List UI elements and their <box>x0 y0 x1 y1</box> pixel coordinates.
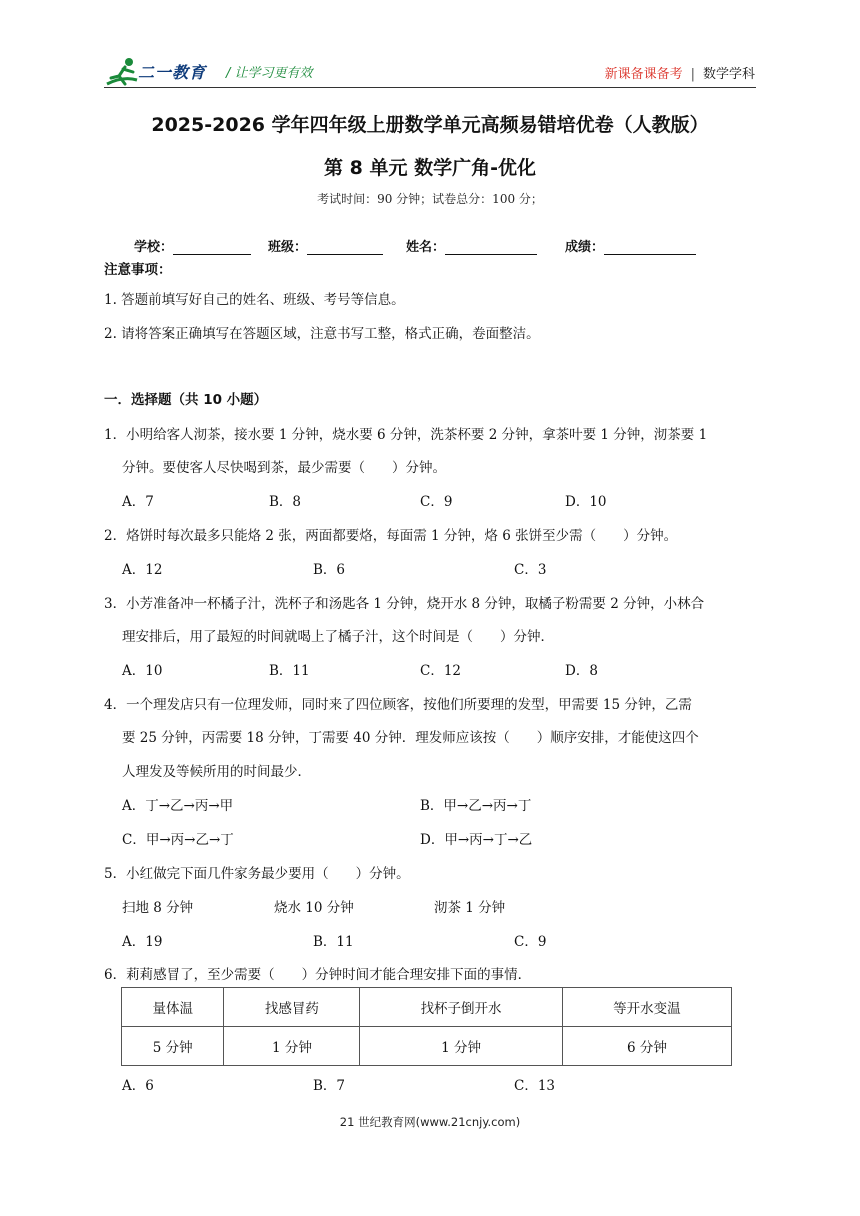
class-field <box>268 236 383 255</box>
option-d[interactable]: D．甲→丙→丁→乙 <box>420 832 533 848</box>
option-a[interactable]: A．6 <box>122 1078 154 1094</box>
option-a[interactable]: A．19 <box>122 934 163 950</box>
school-field <box>134 236 251 255</box>
option-b[interactable]: B．11 <box>269 663 310 679</box>
question-3-line: 理安排后，用了最短的时间就喝上了橘子汁，这个时间是（ ）分钟． <box>122 629 554 645</box>
option-b[interactable]: B．8 <box>269 494 302 510</box>
option-c[interactable]: C．甲→丙→乙→丁 <box>122 832 234 848</box>
tag-right: 数学学科 <box>702 67 755 82</box>
table-row <box>122 1027 732 1066</box>
slogan: / 让学习更有效 <box>226 66 313 81</box>
page-footer: 21 世纪教育网(www.21cnjy.com) <box>339 1115 521 1129</box>
question-2-line: 2．烙饼时每次最多只能烙 2 张，两面都要烙，每面需 1 分钟，烙 6 张饼至少需（ ）分钟。 <box>104 528 678 544</box>
table-row <box>122 988 732 1027</box>
name-blank[interactable] <box>445 240 537 255</box>
question-4-line: 要 25 分钟，丙需要 18 分钟，丁需要 40 分钟．理发师应该按（ ）顺序安排，才能使这四个 <box>122 730 699 746</box>
page-title: 2025-2026 学年四年级上册数学单元高频易错培优卷（人教版） <box>151 114 709 136</box>
option-a[interactable]: A．丁→乙→丙→甲 <box>122 798 234 814</box>
task-item: 沏茶 1 分钟 <box>434 900 506 916</box>
subject-tag <box>605 63 755 82</box>
question-6-line: 6．莉莉感冒了，至少需要（ ）分钟时间才能合理安排下面的事情． <box>104 967 532 983</box>
question-5-line: 5．小红做完下面几件家务最少要用（ ）分钟。 <box>104 866 410 882</box>
section-heading: 一．选择题（共 10 小题） <box>104 392 268 408</box>
class-label: 班级： <box>268 240 308 255</box>
question-1-line: 1．小明给客人沏茶，接水要 1 分钟，烧水要 6 分钟，洗茶杯要 2 分钟，拿茶叶要 1 分钟，沏茶要 1 <box>104 427 708 443</box>
header-divider <box>104 87 756 88</box>
notes-heading: 注意事项： <box>104 262 172 278</box>
option-c[interactable]: C．9 <box>514 934 547 950</box>
option-b[interactable]: B．6 <box>313 562 346 578</box>
table-header-cell: 等开水变温 <box>562 988 731 1027</box>
option-c[interactable]: C．9 <box>420 494 453 510</box>
logo-text: 二一教育 <box>138 63 207 82</box>
table-header-cell: 找杯子倒开水 <box>360 988 563 1027</box>
task-item: 扫地 8 分钟 <box>122 900 194 916</box>
table-cell: 5 分钟 <box>122 1027 224 1066</box>
option-c[interactable]: C．13 <box>514 1078 556 1094</box>
task-item: 烧水 10 分钟 <box>274 900 354 916</box>
option-d[interactable]: D．10 <box>565 494 607 510</box>
page-subtitle: 第 8 单元 数学广角-优化 <box>324 157 536 179</box>
note-item: 1. 答题前填写好自己的姓名、班级、考号等信息。 <box>104 292 405 308</box>
question-4-line: 人理发及等候所用的时间最少． <box>122 764 311 780</box>
table-cell: 6 分钟 <box>562 1027 731 1066</box>
option-c[interactable]: C．3 <box>514 562 547 578</box>
question-4-line: 4．一个理发店只有一位理发师，同时来了四位顾客，按他们所要理的发型，甲需要 15 分钟，乙需 <box>104 697 692 713</box>
question-1-line: 分钟。要使客人尽快喝到茶，最少需要（ ）分钟。 <box>122 460 446 476</box>
option-c[interactable]: C．12 <box>420 663 462 679</box>
tag-separator: | <box>690 67 695 82</box>
school-label: 学校： <box>134 240 174 255</box>
table-header-cell: 找感冒药 <box>224 988 360 1027</box>
option-a[interactable]: A．7 <box>122 494 154 510</box>
question-3-line: 3．小芳准备冲一杯橘子汁，洗杯子和汤匙各 1 分钟，烧开水 8 分钟，取橘子粉需要 2 分钟，小林合 <box>104 596 705 612</box>
score-label: 成绩： <box>565 240 605 255</box>
exam-info: 考试时间：90 分钟；试卷总分：100 分； <box>317 192 543 206</box>
name-field <box>406 236 537 255</box>
time-table <box>121 987 732 1066</box>
option-b[interactable]: B．11 <box>313 934 354 950</box>
school-blank[interactable] <box>173 240 251 255</box>
option-a[interactable]: A．12 <box>122 562 163 578</box>
option-d[interactable]: D．8 <box>565 663 598 679</box>
score-field <box>565 236 696 255</box>
note-item: 2. 请将答案正确填写在答题区域，注意书写工整，格式正确，卷面整洁。 <box>104 326 540 342</box>
option-b[interactable]: B．甲→乙→丙→丁 <box>420 798 532 814</box>
table-header-cell: 量体温 <box>122 988 224 1027</box>
class-blank[interactable] <box>307 240 383 255</box>
table-cell: 1 分钟 <box>360 1027 563 1066</box>
table-cell: 1 分钟 <box>224 1027 360 1066</box>
tag-left: 新课备课备考 <box>604 67 683 82</box>
score-blank[interactable] <box>604 240 696 255</box>
name-label: 姓名： <box>406 240 446 255</box>
option-a[interactable]: A．10 <box>122 663 163 679</box>
option-b[interactable]: B．7 <box>313 1078 346 1094</box>
